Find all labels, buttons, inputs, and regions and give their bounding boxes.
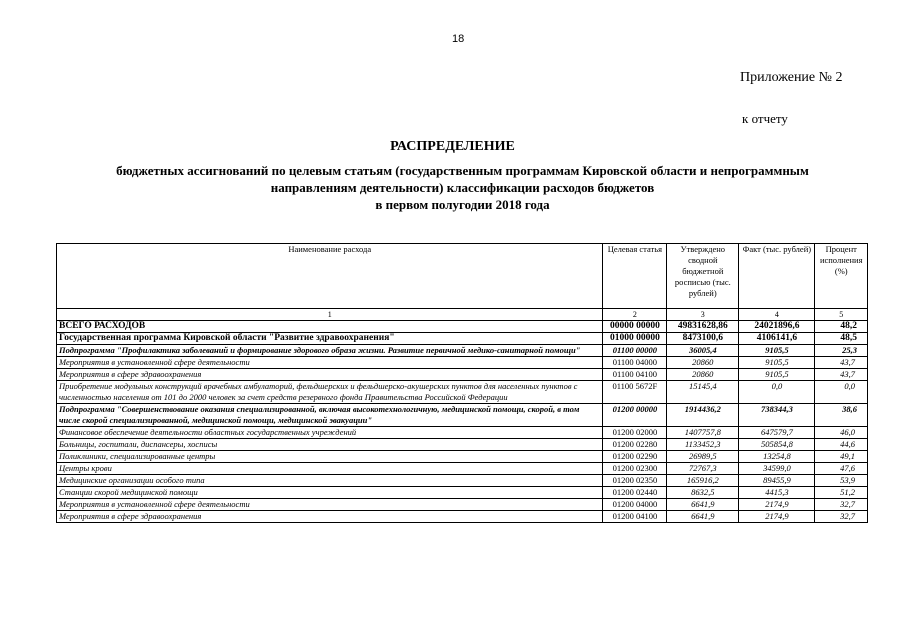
row-name: Мероприятия в сфере здравоохранения <box>57 369 603 381</box>
row-fact: 738344,3 <box>739 404 815 427</box>
row-pct: 48,2 <box>815 321 868 333</box>
row-fact: 2174,9 <box>739 511 815 523</box>
document-title: РАСПРЕДЕЛЕНИЕ <box>390 139 515 154</box>
col-number: 5 <box>815 309 868 321</box>
row-code: 01200 02300 <box>603 463 667 475</box>
row-fact: 34599,0 <box>739 463 815 475</box>
subtitle-line-3: в первом полугодии 2018 года <box>375 197 550 212</box>
row-code: 01100 04000 <box>603 357 667 369</box>
row-code: 01200 02290 <box>603 451 667 463</box>
row-fact: 647579,7 <box>739 427 815 439</box>
row-name: Мероприятия в сфере здравоохранения <box>57 511 603 523</box>
row-plan: 36005,4 <box>667 345 739 357</box>
row-name: Подпрограмма "Совершенствование оказания специализированной, включая высокотехнологичную, медицинской помощи, скорой, в том числе скорой специализированной, медицинской помощи, медицинской эвакуации" <box>57 404 603 427</box>
row-fact: 505854,8 <box>739 439 815 451</box>
table-row-total <box>57 321 868 333</box>
table-row-subprogram <box>57 345 868 357</box>
table-row <box>57 487 868 499</box>
table-row <box>57 369 868 381</box>
row-plan: 15145,4 <box>667 381 739 404</box>
row-pct: 48,5 <box>815 333 868 345</box>
document-subtitle <box>40 162 885 213</box>
row-plan: 72767,3 <box>667 463 739 475</box>
row-pct: 46,0 <box>815 427 868 439</box>
row-fact: 2174,9 <box>739 499 815 511</box>
row-name: Больницы, госпитали, диспансеры, хосписы <box>57 439 603 451</box>
row-code: 01200 00000 <box>603 404 667 427</box>
row-code: 01200 02440 <box>603 487 667 499</box>
row-fact: 9105,5 <box>739 345 815 357</box>
row-name: Мероприятия в установленной сфере деятельности <box>57 357 603 369</box>
table-row-subprogram <box>57 404 868 427</box>
row-name: Центры крови <box>57 463 603 475</box>
row-plan: 1133452,3 <box>667 439 739 451</box>
row-fact: 4106141,6 <box>739 333 815 345</box>
row-pct: 47,6 <box>815 463 868 475</box>
row-pct: 51,2 <box>815 487 868 499</box>
row-fact: 89455,9 <box>739 475 815 487</box>
appendix-label: Приложение № 2 <box>740 70 843 85</box>
col-number: 4 <box>739 309 815 321</box>
row-name: Медицинские организации особого типа <box>57 475 603 487</box>
row-fact: 4415,3 <box>739 487 815 499</box>
row-code: 01200 02350 <box>603 475 667 487</box>
table-row <box>57 439 868 451</box>
row-fact: 9105,5 <box>739 357 815 369</box>
header-code: Целевая статья <box>603 244 667 309</box>
col-number: 1 <box>57 309 603 321</box>
row-name: Финансовое обеспечение деятельности областных государственных учреждений <box>57 427 603 439</box>
row-code: 01000 00000 <box>603 333 667 345</box>
header-fact: Факт (тыс. рублей) <box>739 244 815 309</box>
table-row <box>57 475 868 487</box>
row-code: 01200 02000 <box>603 427 667 439</box>
row-fact: 0,0 <box>739 381 815 404</box>
to-report-label: к отчету <box>742 111 788 126</box>
table-row <box>57 463 868 475</box>
row-name: Поликлиники, специализированные центры <box>57 451 603 463</box>
table-row <box>57 427 868 439</box>
row-name: Государственная программа Кировской области "Развитие здравоохранения" <box>57 333 603 345</box>
row-code: 01200 02280 <box>603 439 667 451</box>
table-header-row <box>57 244 868 309</box>
col-number: 2 <box>603 309 667 321</box>
row-pct: 44,6 <box>815 439 868 451</box>
row-name: Подпрограмма "Профилактика заболеваний и формирование здорового образа жизни. Развитие первичной медико-санитарной помощи" <box>57 345 603 357</box>
row-plan: 8473100,6 <box>667 333 739 345</box>
row-code: 01200 04100 <box>603 511 667 523</box>
col-number: 3 <box>667 309 739 321</box>
table-row <box>57 499 868 511</box>
subtitle-line-2: направлениям деятельности) классификации расходов бюджетов <box>270 180 655 195</box>
subtitle-line-1: бюджетных ассигнований по целевым статьям (государственным программам Кировской области и непрограммным <box>116 163 809 178</box>
row-pct: 53,9 <box>815 475 868 487</box>
row-plan: 165916,2 <box>667 475 739 487</box>
header-name: Наименование расхода <box>57 244 603 309</box>
row-name: Приобретение модульных конструкций врачебных амбулаторий, фельдшерских и фельдшерско-акушерских пунктов для населенных пунктов с численностью населения от 101 до 2000 человек за счет средств резервного фонда Правительства Российской Федерации <box>57 381 603 404</box>
row-pct: 43,7 <box>815 369 868 381</box>
row-plan: 49831628,86 <box>667 321 739 333</box>
row-plan: 1407757,8 <box>667 427 739 439</box>
row-fact: 13254,8 <box>739 451 815 463</box>
budget-table <box>56 243 868 523</box>
row-code: 00000 00000 <box>603 321 667 333</box>
table-row <box>57 381 868 404</box>
row-fact: 24021896,6 <box>739 321 815 333</box>
row-name: Станции скорой медицинской помощи <box>57 487 603 499</box>
row-plan: 20860 <box>667 369 739 381</box>
header-pct: Процент исполнения (%) <box>815 244 868 309</box>
row-pct: 0,0 <box>815 381 868 404</box>
row-plan: 20860 <box>667 357 739 369</box>
row-plan: 6641,9 <box>667 499 739 511</box>
table-row <box>57 357 868 369</box>
header-plan: Утверждено сводной бюджетной росписью (тыс. рублей) <box>667 244 739 309</box>
row-pct: 49,1 <box>815 451 868 463</box>
row-code: 01200 04000 <box>603 499 667 511</box>
row-plan: 1914436,2 <box>667 404 739 427</box>
row-plan: 26989,5 <box>667 451 739 463</box>
row-plan: 6641,9 <box>667 511 739 523</box>
row-code: 01100 5672F <box>603 381 667 404</box>
table-row-program <box>57 333 868 345</box>
row-pct: 43,7 <box>815 357 868 369</box>
row-plan: 8632,5 <box>667 487 739 499</box>
row-name: Мероприятия в установленной сфере деятельности <box>57 499 603 511</box>
table-row <box>57 511 868 523</box>
page-number: 18 <box>452 33 465 45</box>
row-pct: 38,6 <box>815 404 868 427</box>
column-number-row <box>57 309 868 321</box>
row-name: ВСЕГО РАСХОДОВ <box>57 321 603 333</box>
row-pct: 32,7 <box>815 511 868 523</box>
table-row <box>57 451 868 463</box>
row-code: 01100 00000 <box>603 345 667 357</box>
row-fact: 9105,5 <box>739 369 815 381</box>
row-code: 01100 04100 <box>603 369 667 381</box>
row-pct: 25,3 <box>815 345 868 357</box>
row-pct: 32,7 <box>815 499 868 511</box>
